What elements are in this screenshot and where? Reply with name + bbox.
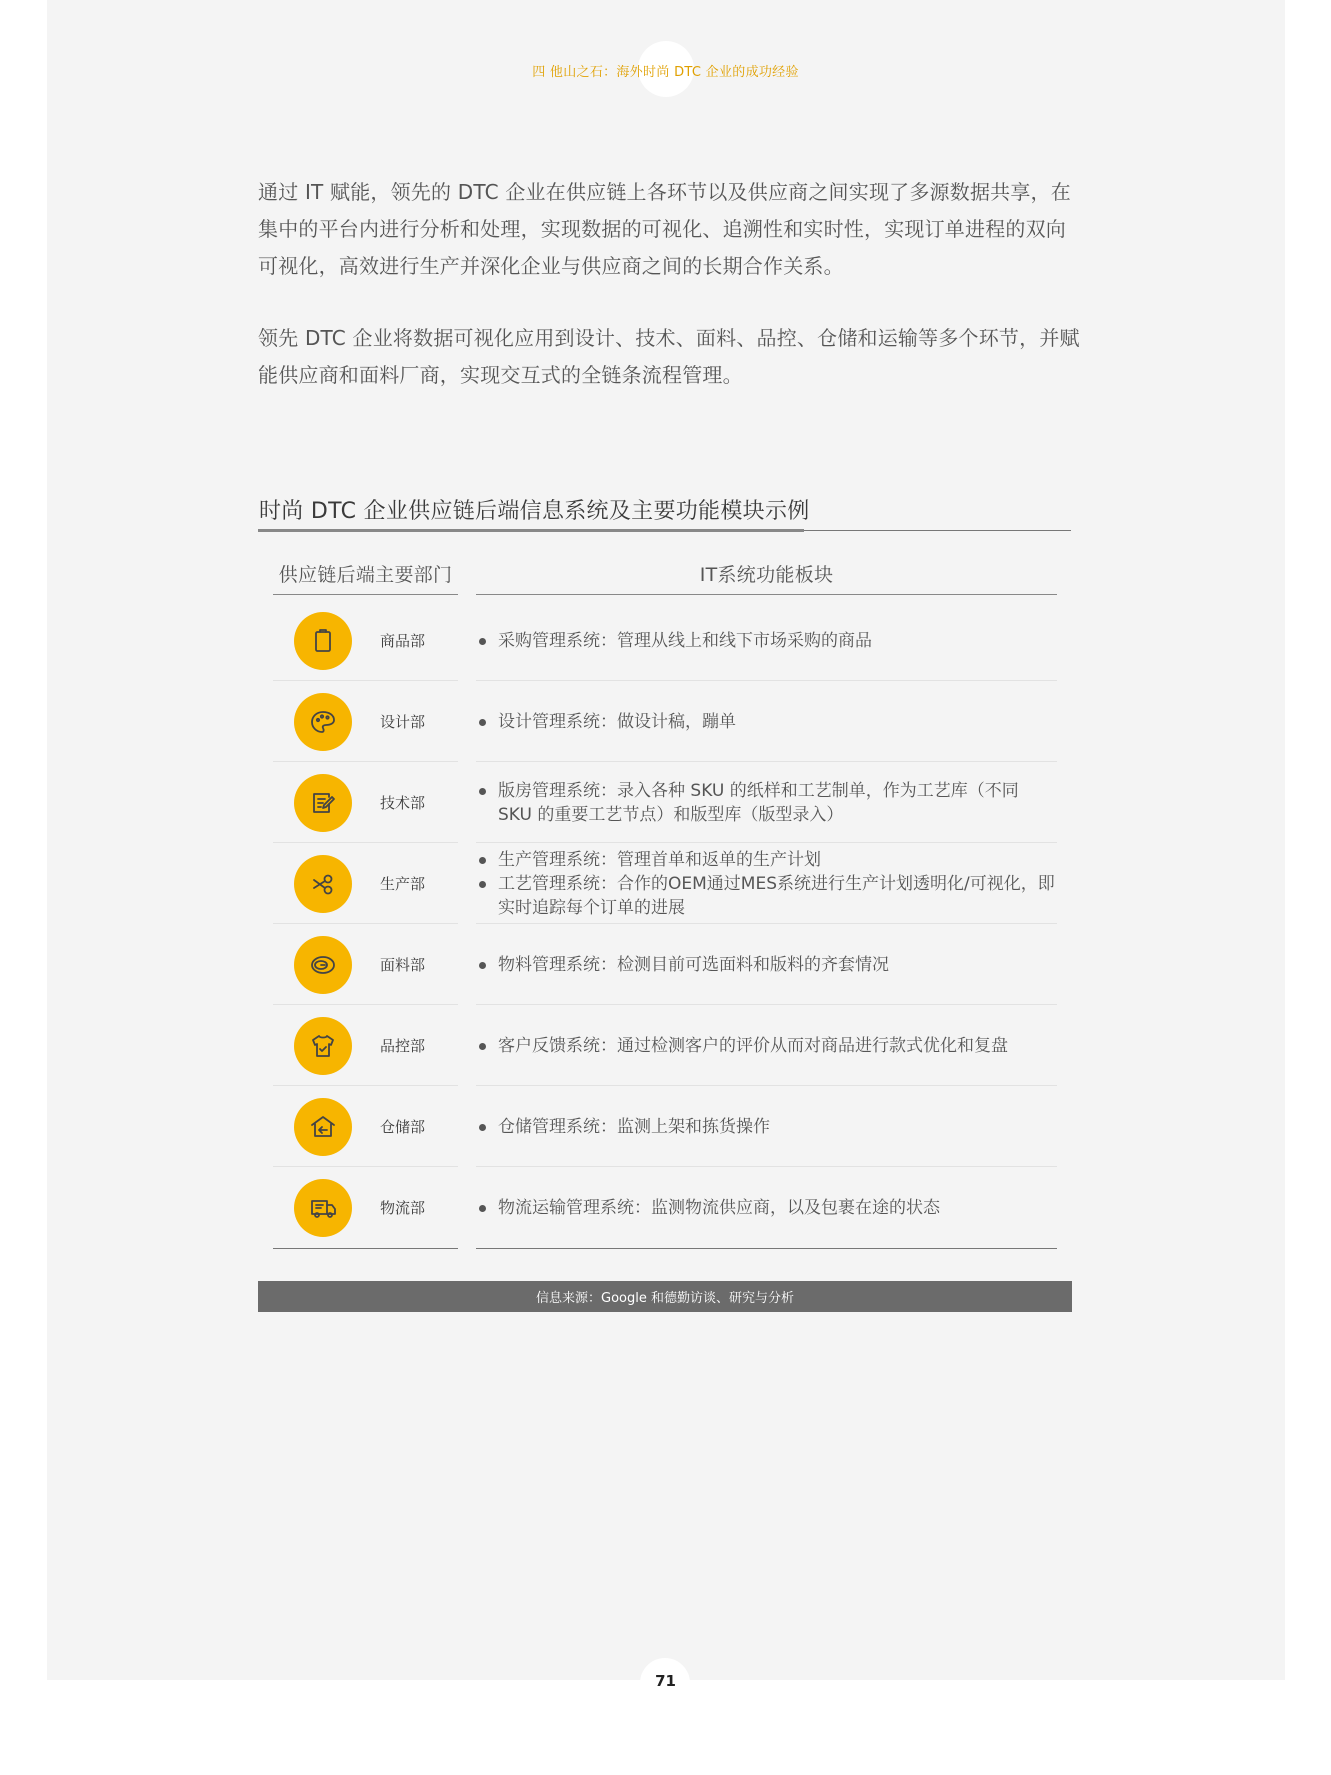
- function-item: 版房管理系统：录入各种 SKU 的纸样和工艺制单，作为工艺库（不同 SKU 的重要工艺节点）和版型库（版型录入）: [478, 779, 1058, 827]
- table-row: [0, 1167, 1331, 1248]
- column-header-it-modules: IT系统功能板块: [699, 564, 834, 586]
- header-divider-left: [273, 594, 458, 595]
- department-label: 仓储部: [380, 1118, 426, 1136]
- page-number: 71: [655, 1672, 676, 1690]
- header-divider-right: [476, 594, 1057, 595]
- function-item: 客户反馈系统：通过检测客户的评价从而对商品进行款式优化和复盘: [478, 1034, 1058, 1058]
- table-bottom-rule-left: [273, 1248, 458, 1249]
- function-list: [478, 843, 1058, 924]
- function-item: 采购管理系统：管理从线上和线下市场采购的商品: [478, 629, 1058, 653]
- function-list: [478, 924, 1058, 1005]
- function-item: 工艺管理系统：合作的OEM通过MES系统进行生产计划透明化/可视化，即实时追踪每个订单的进展: [478, 872, 1058, 920]
- fabric-roll-icon: [294, 936, 352, 994]
- function-list: [478, 1086, 1058, 1167]
- source-note: 信息来源：Google 和德勤访谈、研究与分析: [258, 1281, 1072, 1312]
- department-label: 品控部: [380, 1037, 426, 1055]
- clipboard-icon: [294, 612, 352, 670]
- department-label: 技术部: [380, 794, 426, 812]
- function-item: 设计管理系统：做设计稿，蹦单: [478, 710, 1058, 734]
- body-paragraph-2: 领先 DTC 企业将数据可视化应用到设计、技术、面料、品控、仓储和运输等多个环节，并赋能供应商和面料厂商，实现交互式的全链条流程管理。: [258, 326, 1080, 387]
- table-bottom-rule-right: [476, 1248, 1057, 1249]
- table-row: [0, 762, 1331, 843]
- function-list: [478, 1167, 1058, 1248]
- column-header-departments: 供应链后端主要部门: [278, 564, 453, 586]
- function-list: [478, 681, 1058, 762]
- palette-icon: [294, 693, 352, 751]
- shirt-check-icon: [294, 1017, 352, 1075]
- function-list: [478, 1005, 1058, 1086]
- table-row: [0, 600, 1331, 681]
- department-label: 物流部: [380, 1199, 426, 1217]
- title-underline: [258, 529, 804, 532]
- truck-icon: [294, 1179, 352, 1237]
- function-item: 物料管理系统：检测目前可选面料和版料的齐套情况: [478, 953, 1058, 977]
- function-item: 仓储管理系统：监测上架和拣货操作: [478, 1115, 1058, 1139]
- edit-document-icon: [294, 774, 352, 832]
- function-list: [478, 762, 1058, 843]
- table-row: [0, 1086, 1331, 1167]
- department-label: 设计部: [380, 713, 426, 731]
- body-paragraph-1: 通过 IT 赋能，领先的 DTC 企业在供应链上各环节以及供应商之间实现了多源数据共享，在集中的平台内进行分析和处理，实现数据的可视化、追溯性和实时性，实现订单进程的双向可视化，高效进行生产并深化企业与供应商之间的长期合作关系。: [258, 180, 1071, 278]
- table-title: 时尚 DTC 企业供应链后端信息系统及主要功能模块示例: [259, 499, 810, 524]
- scissors-icon: [294, 855, 352, 913]
- table-row: [0, 1005, 1331, 1086]
- function-item: 生产管理系统：管理首单和返单的生产计划: [478, 848, 1058, 872]
- function-list: [478, 600, 1058, 681]
- function-item: 物流运输管理系统：监测物流供应商，以及包裹在途的状态: [478, 1196, 1058, 1220]
- department-label: 面料部: [380, 956, 426, 974]
- warehouse-icon: [294, 1098, 352, 1156]
- table-row: [0, 843, 1331, 924]
- department-label: 商品部: [380, 632, 426, 650]
- table-row: [0, 681, 1331, 762]
- department-label: 生产部: [380, 875, 426, 893]
- running-header: 四 他山之石：海外时尚 DTC 企业的成功经验: [532, 65, 799, 80]
- table-row: [0, 924, 1331, 1005]
